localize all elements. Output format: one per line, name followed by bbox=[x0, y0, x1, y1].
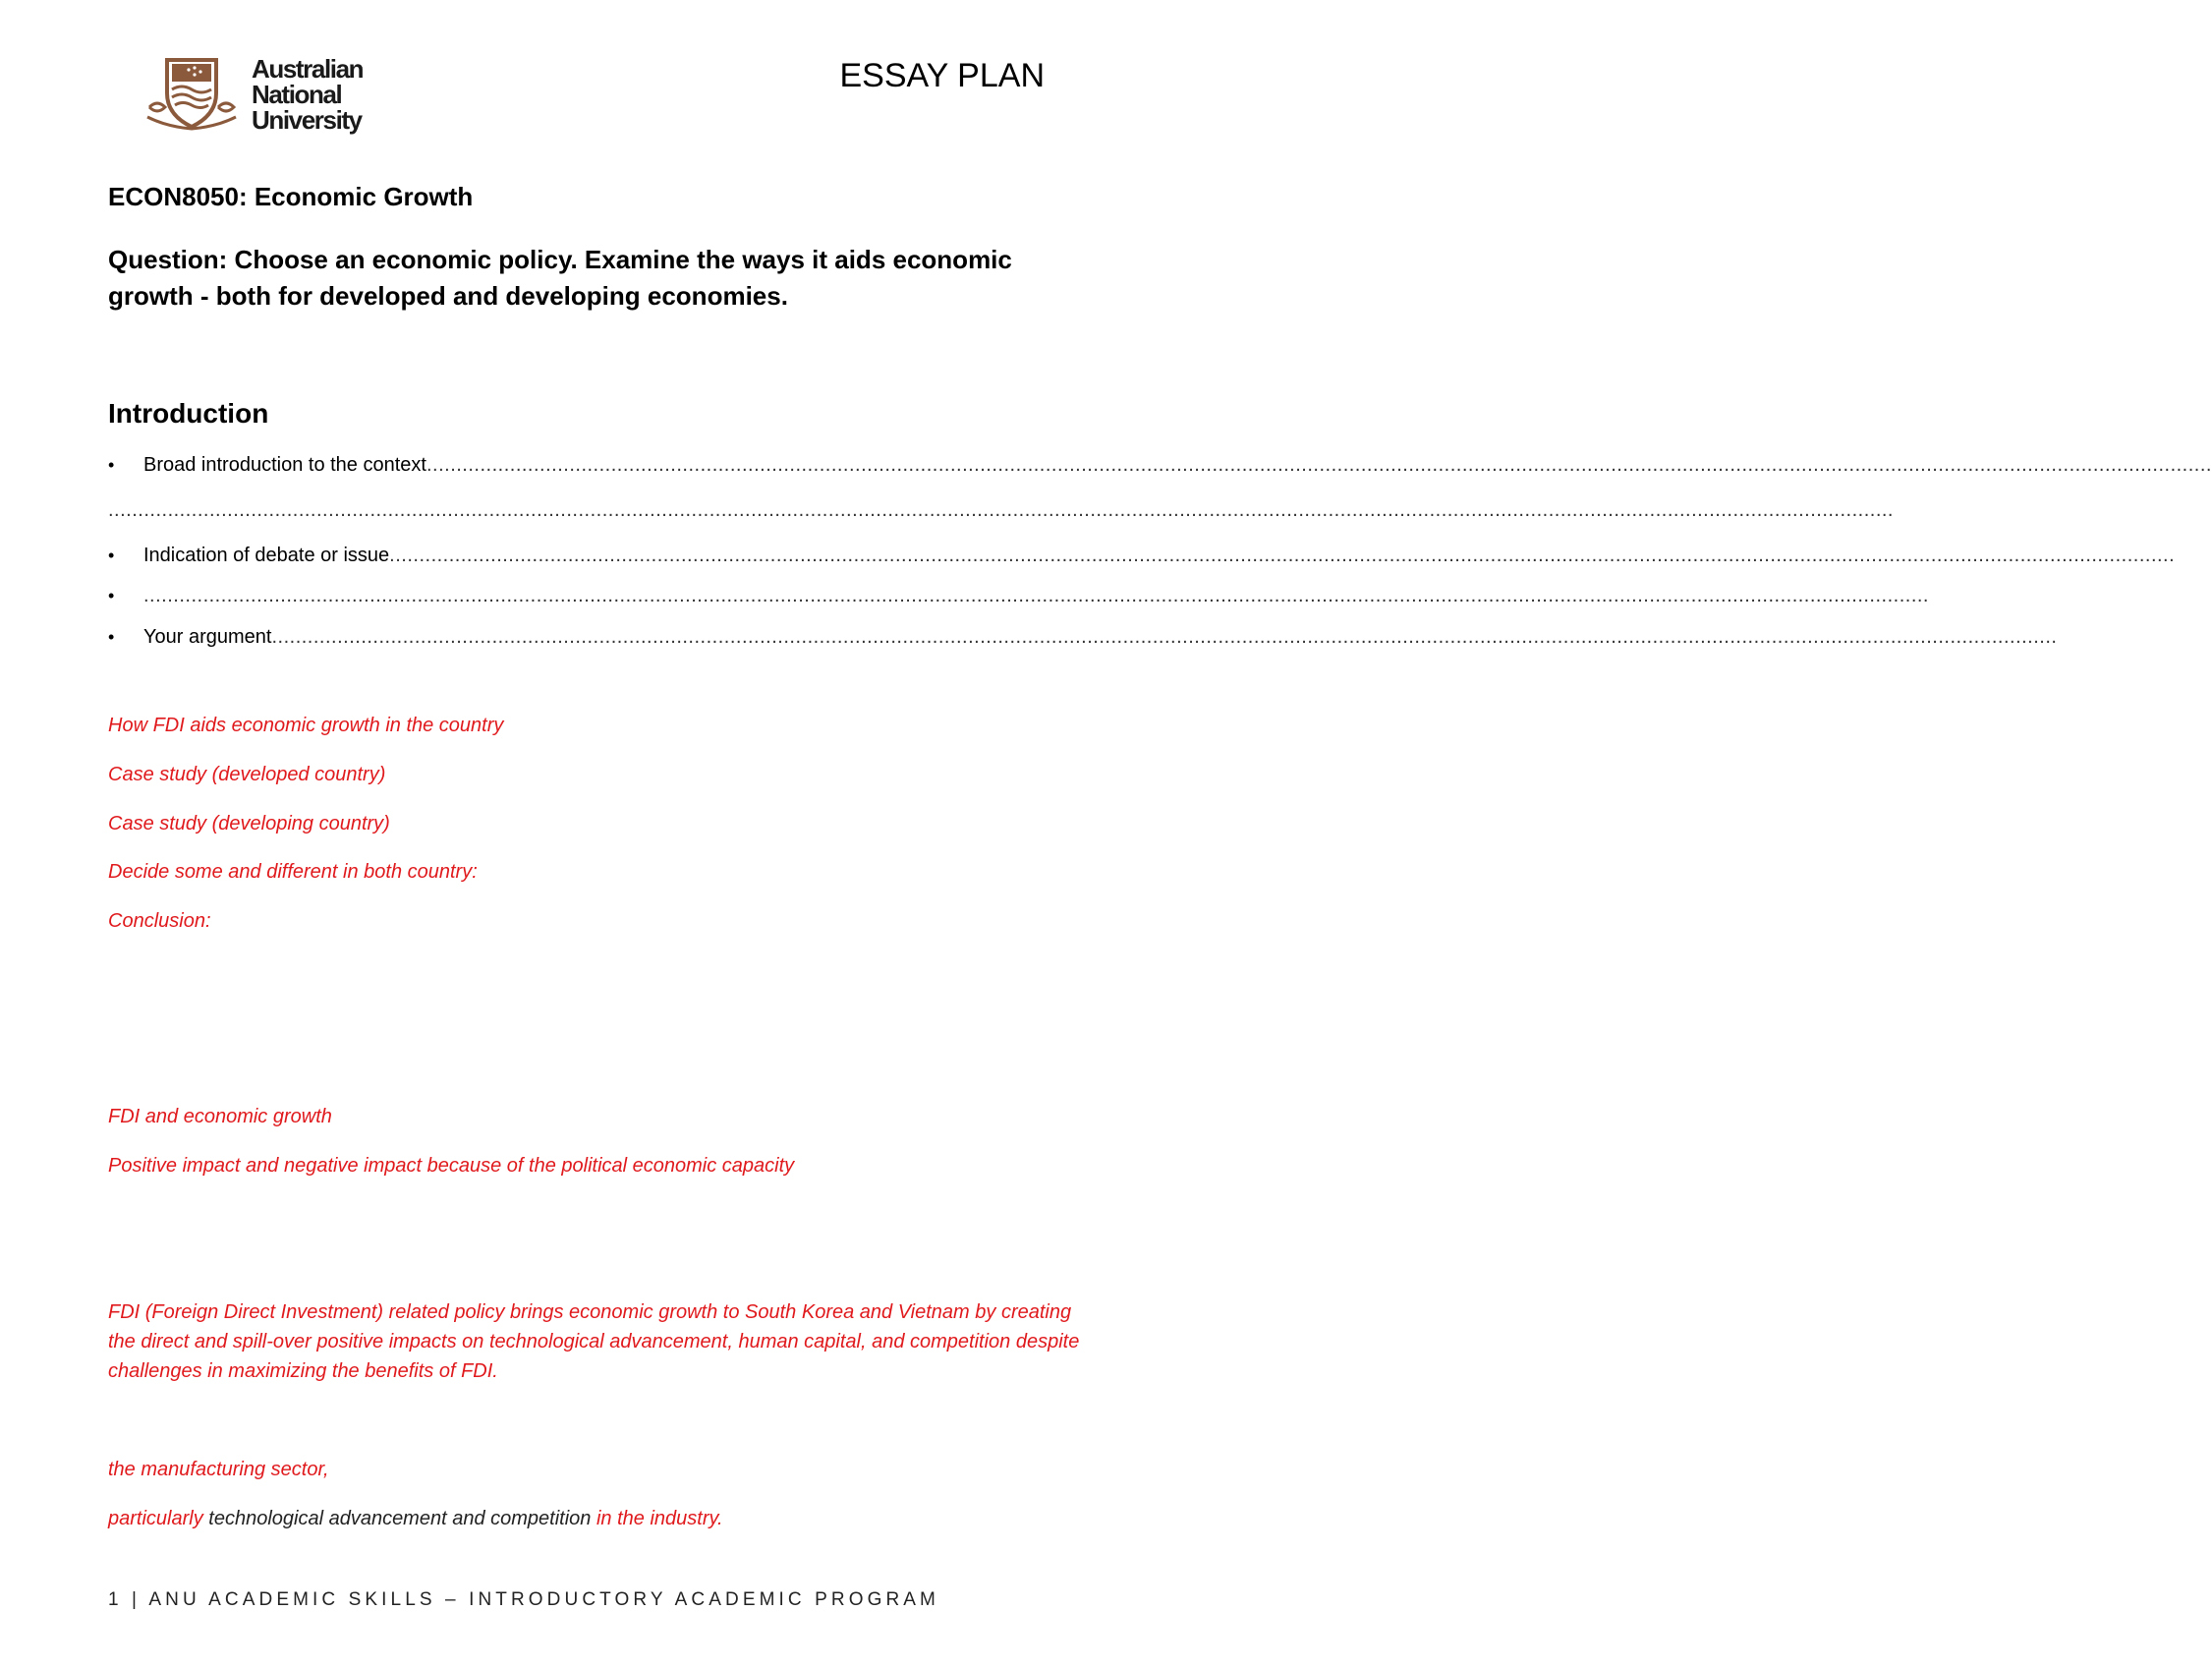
note-line: Decide some and different in both country: bbox=[108, 861, 478, 883]
list-item bbox=[108, 583, 1929, 608]
bullet-icon: • bbox=[108, 546, 115, 565]
logo-line: Australian bbox=[252, 54, 364, 84]
dot-leader: ............................................................................................................................................................................................................................................................................................................ bbox=[389, 545, 2176, 566]
list-item bbox=[108, 543, 2176, 568]
note-line: How FDI aids economic growth in the country bbox=[108, 715, 504, 736]
list-item bbox=[108, 497, 1894, 523]
note-line: Positive impact and negative impact because of the political economic capacity bbox=[108, 1155, 795, 1177]
anu-logo bbox=[145, 54, 381, 143]
course-title: ECON8050: Economic Growth bbox=[108, 182, 474, 211]
note-line: FDI and economic growth bbox=[108, 1106, 332, 1127]
note-line: Conclusion: bbox=[108, 910, 211, 932]
dot-leader: ............................................................................................................................................................................................................................................................................................................ bbox=[143, 585, 1929, 606]
anu-crest-icon bbox=[145, 54, 239, 133]
logo-line: National bbox=[252, 80, 342, 109]
page-footer: 1 | ANU ACADEMIC SKILLS – INTRODUCTORY ACADEMIC PROGRAM bbox=[108, 1589, 939, 1610]
note-line: the manufacturing sector, bbox=[108, 1459, 329, 1480]
bullet-icon: • bbox=[108, 627, 115, 647]
note-fragment-black: technological advancement and competition bbox=[208, 1508, 592, 1529]
section-heading: Introduction bbox=[108, 398, 269, 429]
dot-leader: ............................................................................................................................................................................................................................................................................................................ bbox=[108, 499, 1894, 521]
list-item-label: Your argument bbox=[143, 626, 272, 648]
bullet-icon: • bbox=[108, 586, 115, 605]
logo-wordmark bbox=[252, 56, 363, 133]
thesis-statement: FDI (Foreign Direct Investment) related policy brings economic growth to South Korea and Vietnam by creating the direct and spill-over positive impacts on technological advancement, human capital, and competition despite challenges in maximizing the benefits of FDI. bbox=[108, 1301, 1080, 1382]
list-item bbox=[108, 452, 2212, 478]
list-item-label: Broad introduction to the context bbox=[143, 454, 426, 476]
document-type: ESSAY PLAN bbox=[839, 57, 1045, 94]
logo-line: University bbox=[252, 105, 362, 135]
note-fragment: particularly bbox=[108, 1508, 203, 1529]
list-item bbox=[108, 624, 2058, 650]
list-item-label: Indication of debate or issue bbox=[143, 545, 390, 566]
note-line: Case study (developing country) bbox=[108, 813, 390, 834]
bullet-icon: • bbox=[108, 455, 115, 475]
note-line: Case study (developed country) bbox=[108, 764, 386, 785]
note-fragment: in the industry. bbox=[596, 1508, 723, 1529]
dot-leader: ............................................................................................................................................................................................................................................................................................................ bbox=[425, 454, 2212, 476]
essay-question: Question: Choose an economic policy. Examine the ways it aids economic growth - both for developed and developing economies. bbox=[108, 245, 1012, 311]
note-line bbox=[108, 1504, 723, 1533]
dot-leader: ............................................................................................................................................................................................................................................................................................................ bbox=[271, 626, 2058, 648]
